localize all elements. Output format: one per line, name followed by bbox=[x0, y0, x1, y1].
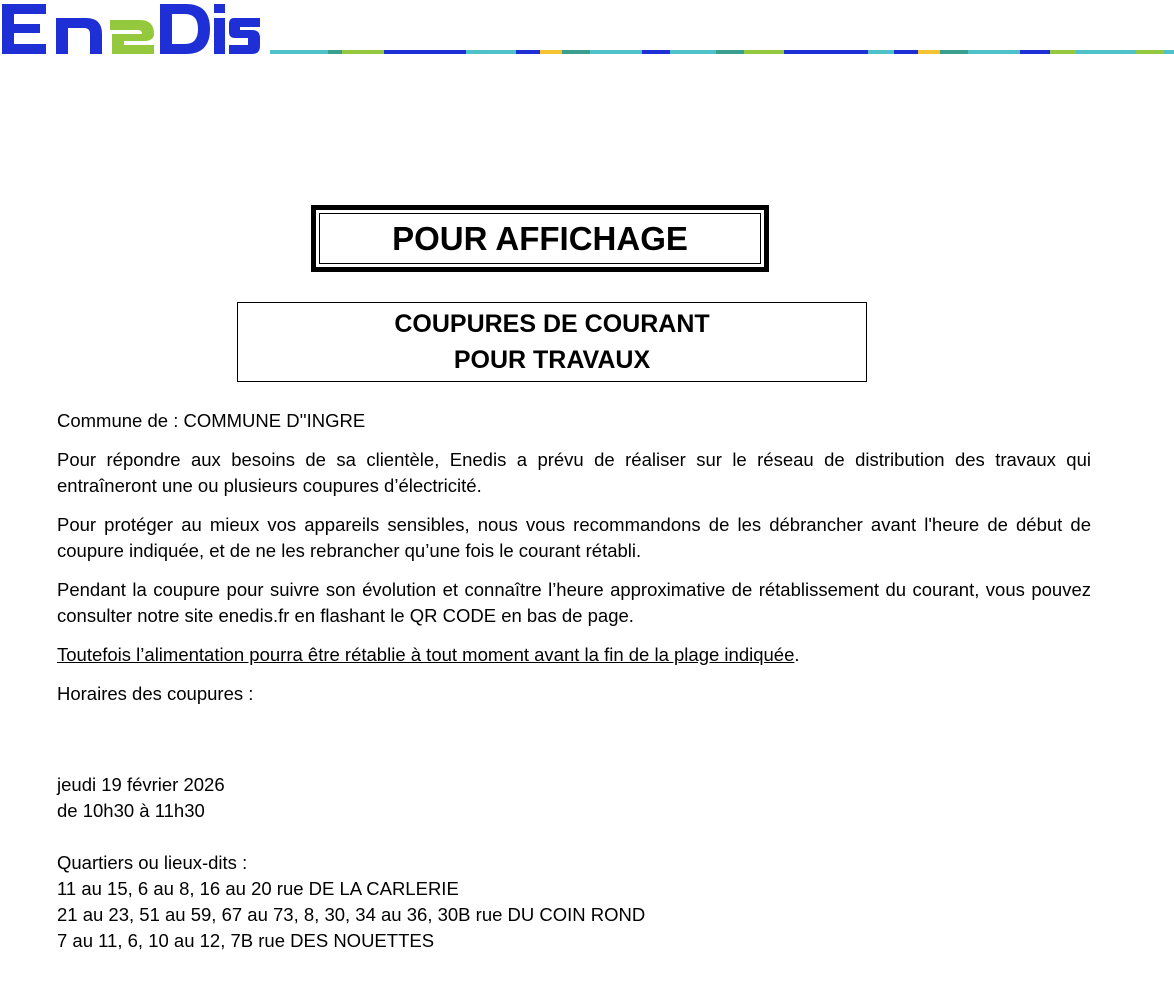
restoration-notice bbox=[57, 642, 1091, 668]
paragraph-protect-devices: Pour protéger au mieux vos appareils sensibles, nous vous recommandons de les débrancher avant l'heure de début de coupure indiquée, et de ne les rebrancher qu’une fois le courant rétabli. bbox=[57, 514, 1091, 561]
commune-line: Commune de : COMMUNE D''INGRE bbox=[57, 410, 366, 431]
restoration-notice-underlined: Toutefois l’alimentation pourra être rétablie à tout moment avant la fin de la plage indiquée bbox=[57, 644, 795, 665]
location-item: 21 au 23, 51 au 59, 67 au 73, 8, 30, 34 au 36, 30B rue DU COIN ROND bbox=[57, 904, 646, 925]
coupures-title-box bbox=[237, 302, 867, 382]
coupures-title-line2: POUR TRAVAUX bbox=[453, 346, 651, 374]
affichage-title: POUR AFFICHAGE bbox=[319, 213, 761, 264]
outage-time-range: de 10h30 à 11h30 bbox=[57, 800, 205, 821]
outage-date: jeudi 19 février 2026 bbox=[57, 774, 225, 795]
enedis-logo bbox=[0, 0, 262, 60]
location-item: 11 au 15, 6 au 8, 16 au 20 rue DE LA CARLERIE bbox=[57, 878, 459, 899]
header-color-stripe bbox=[270, 50, 1174, 54]
header bbox=[0, 0, 1174, 60]
restoration-notice-end: . bbox=[794, 644, 800, 665]
location-item: 7 au 11, 6, 10 au 12, 7B rue DES NOUETTES bbox=[57, 930, 435, 951]
locations-label: Quartiers ou lieux-dits : bbox=[57, 852, 248, 873]
coupures-title-line1: COUPURES DE COURANT bbox=[394, 310, 710, 338]
paragraph-intro: Pour répondre aux besoins de sa clientèle, Enedis a prévu de réaliser sur le réseau de distribution des travaux qui entraîneront une ou plusieurs coupures d’électricité. bbox=[57, 449, 1091, 496]
affichage-title-box bbox=[311, 205, 769, 272]
notice-body bbox=[57, 408, 1091, 954]
horaires-label: Horaires des coupures : bbox=[57, 683, 254, 704]
paragraph-follow-outage: Pendant la coupure pour suivre son évolution et connaître l’heure approximative de rétablissement du courant, vous pouvez consulter notre site enedis.fr en flashant le QR CODE en bas de page. bbox=[57, 579, 1091, 626]
